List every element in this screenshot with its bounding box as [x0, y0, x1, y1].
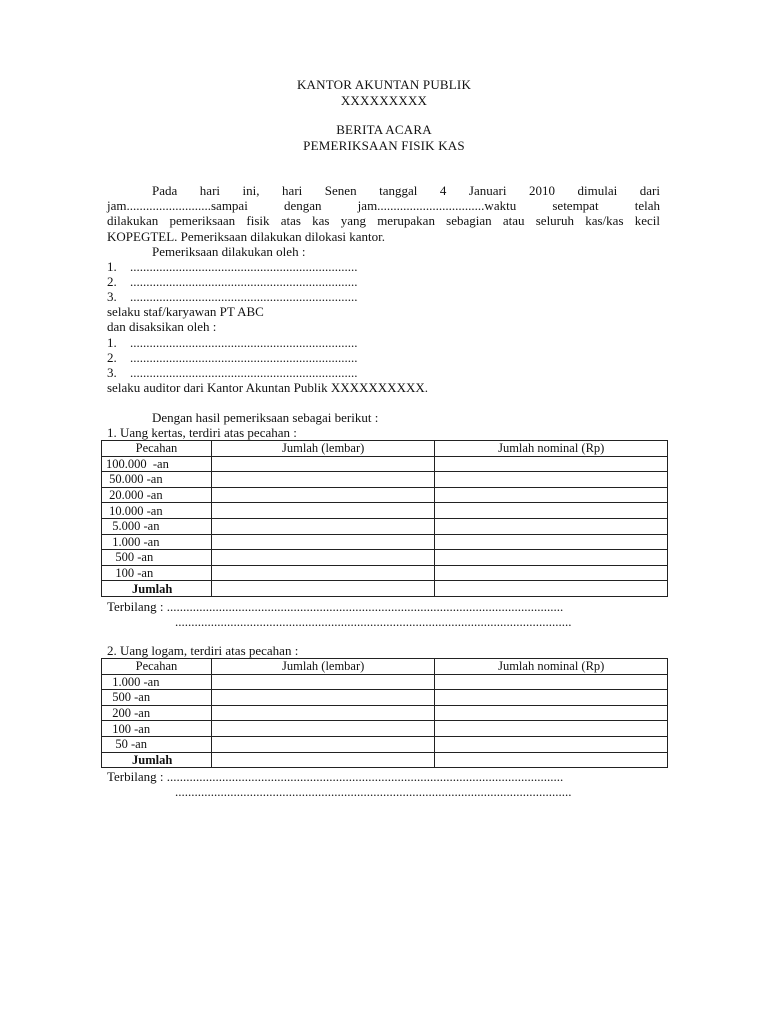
table-total-row — [102, 581, 668, 597]
terbilang-line-1: Terbilang : .......................................................................................................................... — [107, 769, 564, 784]
denomination-cell: 1.000 -an — [102, 674, 212, 690]
count-cell — [211, 690, 435, 706]
count-cell — [211, 721, 435, 737]
list-number: 2. — [107, 350, 117, 365]
blank-line: ...................................................................... — [130, 335, 358, 350]
count-cell — [211, 487, 435, 503]
paper-money-table — [101, 440, 668, 597]
blank-line: ...................................................................... — [130, 365, 358, 380]
examiner-2 — [107, 274, 358, 290]
denomination-cell: 50.000 -an — [102, 472, 212, 488]
count-cell — [211, 456, 435, 472]
firm-code: XXXXXXXXX — [340, 93, 428, 108]
count-total-cell — [211, 581, 435, 597]
blank-line: ...................................................................... — [130, 274, 358, 289]
blank-line: ...................................................................... — [130, 350, 358, 365]
amount-cell — [435, 565, 668, 581]
examiner-1 — [107, 259, 358, 275]
column-header: Jumlah nominal (Rp) — [435, 659, 668, 675]
witness-3 — [107, 365, 358, 381]
list-number: 1. — [107, 259, 117, 274]
table-total-row — [102, 752, 668, 768]
staff-line: selaku staf/karyawan PT ABC — [107, 304, 264, 319]
terbilang-line-2: .......................................................................................................................... — [175, 614, 572, 629]
table-row — [102, 456, 668, 472]
table-row — [102, 721, 668, 737]
denomination-cell: 1.000 -an — [102, 534, 212, 550]
table-row — [102, 736, 668, 752]
count-cell — [211, 736, 435, 752]
count-total-cell — [211, 752, 435, 768]
witness-1 — [107, 335, 358, 351]
document-title: BERITA ACARA — [336, 122, 432, 137]
amount-cell — [435, 690, 668, 706]
list-number: 1. — [107, 335, 117, 350]
intro-line-1: Pada hari ini, hari Senen tanggal 4 Januari 2010 dimulai dari — [152, 183, 660, 198]
list-number: 3. — [107, 365, 117, 380]
denomination-cell: 500 -an — [102, 690, 212, 706]
denomination-cell: 100.000 -an — [102, 456, 212, 472]
column-header: Pecahan — [102, 441, 212, 457]
table-row — [102, 534, 668, 550]
intro-line-2: jam..........................sampai dengan jam.................................waktu setempat telah — [107, 198, 660, 213]
intro-line-4: KOPEGTEL. Pemeriksaan dilakukan dilokasi kantor. — [107, 229, 386, 244]
intro-line-3: dilakukan pemeriksaan fisik atas kas yang merupakan sebagian atau seluruh kas/kas kecil — [107, 213, 660, 228]
count-cell — [211, 518, 435, 534]
list-number: 2. — [107, 274, 117, 289]
blank-line: ...................................................................... — [130, 259, 358, 274]
column-header: Jumlah nominal (Rp) — [435, 441, 668, 457]
table-row — [102, 518, 668, 534]
total-label: Jumlah — [102, 752, 212, 768]
count-cell — [211, 534, 435, 550]
amount-cell — [435, 456, 668, 472]
table-row — [102, 565, 668, 581]
denomination-cell: 200 -an — [102, 705, 212, 721]
amount-cell — [435, 705, 668, 721]
column-header: Jumlah (lembar) — [211, 441, 435, 457]
count-cell — [211, 472, 435, 488]
table-row — [102, 674, 668, 690]
count-cell — [211, 550, 435, 566]
denomination-cell: 100 -an — [102, 565, 212, 581]
firm-name: KANTOR AKUNTAN PUBLIK — [296, 77, 472, 92]
terbilang-line-2: .......................................................................................................................... — [175, 784, 572, 799]
table-row — [102, 705, 668, 721]
examiner-3 — [107, 289, 358, 305]
witness-label: dan disaksikan oleh : — [107, 319, 217, 334]
amount-cell — [435, 518, 668, 534]
denomination-cell: 10.000 -an — [102, 503, 212, 519]
section-2-title: 2. Uang logam, terdiri atas pecahan : — [107, 643, 299, 658]
denomination-cell: 500 -an — [102, 550, 212, 566]
section-1-title: 1. Uang kertas, terdiri atas pecahan : — [107, 425, 297, 440]
results-label: Dengan hasil pemeriksaan sebagai berikut : — [152, 410, 379, 425]
count-cell — [211, 674, 435, 690]
table-header-row — [102, 659, 668, 675]
table-row — [102, 690, 668, 706]
denomination-cell: 100 -an — [102, 721, 212, 737]
table-row — [102, 503, 668, 519]
table-row — [102, 487, 668, 503]
amount-cell — [435, 721, 668, 737]
coin-table — [101, 658, 668, 768]
table-header-row — [102, 441, 668, 457]
amount-cell — [435, 503, 668, 519]
document-subtitle: PEMERIKSAAN FISIK KAS — [303, 138, 465, 153]
amount-cell — [435, 736, 668, 752]
auditor-line: selaku auditor dari Kantor Akuntan Publik XXXXXXXXXX. — [107, 380, 428, 395]
denomination-cell: 50 -an — [102, 736, 212, 752]
denomination-cell: 20.000 -an — [102, 487, 212, 503]
column-header: Jumlah (lembar) — [211, 659, 435, 675]
amount-total-cell — [435, 752, 668, 768]
amount-cell — [435, 534, 668, 550]
terbilang-line-1: Terbilang : .......................................................................................................................... — [107, 599, 564, 614]
total-label: Jumlah — [102, 581, 212, 597]
examined-by-label: Pemeriksaan dilakukan oleh : — [152, 244, 306, 259]
witness-2 — [107, 350, 358, 366]
amount-total-cell — [435, 581, 668, 597]
table-row — [102, 550, 668, 566]
count-cell — [211, 565, 435, 581]
amount-cell — [435, 472, 668, 488]
count-cell — [211, 705, 435, 721]
table-row — [102, 472, 668, 488]
amount-cell — [435, 487, 668, 503]
amount-cell — [435, 674, 668, 690]
amount-cell — [435, 550, 668, 566]
list-number: 3. — [107, 289, 117, 304]
denomination-cell: 5.000 -an — [102, 518, 212, 534]
blank-line: ...................................................................... — [130, 289, 358, 304]
column-header: Pecahan — [102, 659, 212, 675]
count-cell — [211, 503, 435, 519]
